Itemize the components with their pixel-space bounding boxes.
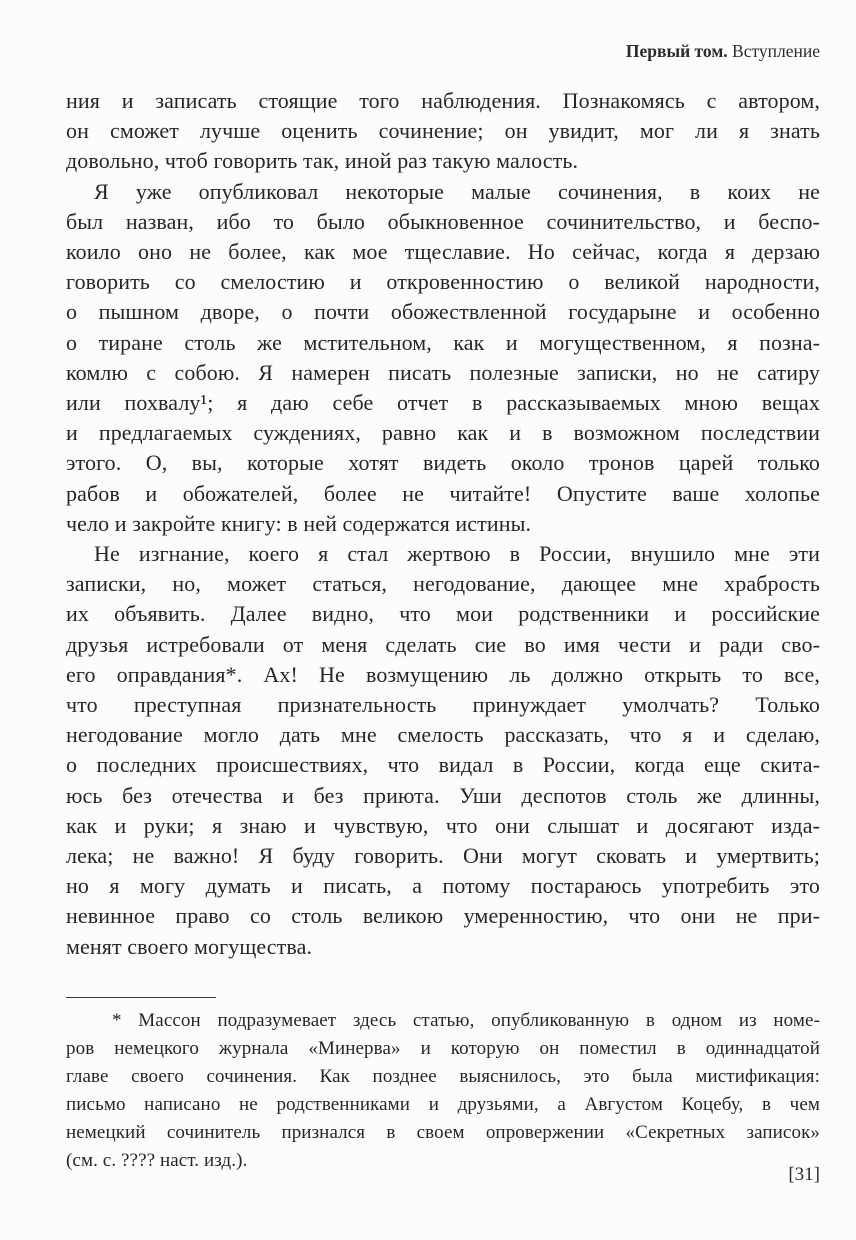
running-head-section: Вступление <box>727 41 820 61</box>
body-line: этого. О, вы, которые хотят видеть около тронов царей только <box>66 450 820 476</box>
body-line: о последних происшествиях, что видал в России, когда еще скита- <box>66 752 820 778</box>
body-line: комлю с собою. Я намерен писать полезные записки, но не сатиру <box>66 359 820 385</box>
body-line: лека; не важно! Я буду говорить. Они могут сковать и умертвить; <box>66 843 820 869</box>
body-line: негодование могло дать мне смелость рассказать, что я и сделаю, <box>66 722 820 748</box>
body-line: Не изгнание, коего я стал жертвою в России, внушило мне эти <box>94 541 820 567</box>
body-line: ния и записать стоящие того наблюдения. Познакомясь с автором, <box>66 88 820 113</box>
body-line: довольно, чтоб говорить так, иной раз такую малость. <box>66 148 579 174</box>
body-line: что преступная признательность принуждает умолчать? Только <box>66 692 820 718</box>
body-line: невинное право со столь великою умеренностию, что они не при- <box>66 903 820 929</box>
body-line: его оправдания*. Ах! Не возмущению ль должно открыть то все, <box>66 661 820 687</box>
footnote-line: немецкий сочинитель признался в своем опровержении «Секретных записок» <box>66 1121 820 1143</box>
running-head <box>66 40 820 62</box>
body-line: друзья истребовали от меня сделать сие во имя чести и ради сво- <box>66 631 820 657</box>
body-line: он сможет лучше оценить сочинение; он увидит, мог ли я знать <box>66 118 820 144</box>
body-line: о пышном дворе, о почти обожествленной государыне и особенно <box>66 299 820 325</box>
body-line: был назван, ибо то было обыкновенное сочинительство, и беспо- <box>66 208 820 234</box>
running-head-volume: Первый том. <box>625 41 728 61</box>
body-line: о тиране столь же мстительном, как и могущественном, я позна- <box>66 329 820 355</box>
body-line: и предлагаемых суждениях, равно как и в возможном последствии <box>66 420 820 446</box>
body-line: юсь без отечества и без приюта. Уши деспотов столь же длинны, <box>66 782 820 808</box>
footnote-separator-rule <box>66 997 216 998</box>
footnote-line: ров немецкого журнала «Минерва» и которую он поместил в одиннадцатой <box>66 1037 820 1059</box>
body-line: Я уже опубликовал некоторые малые сочинения, в коих не <box>94 178 820 204</box>
footnote-line: (см. с. ???? наст. изд.). <box>66 1149 248 1171</box>
footnote-line: письмо написано не родственниками и друзьями, а Августом Коцебу, в чем <box>66 1093 820 1115</box>
body-line: коило оно не более, как мое тщеславие. Но сейчас, когда я дерзаю <box>66 239 820 265</box>
body-line: менят своего могущества. <box>66 933 313 959</box>
body-line: говорить со смелостию и откровенностию о великой народности, <box>66 269 820 295</box>
body-line: чело и закройте книгу: в ней содержатся истины. <box>66 510 532 536</box>
footnote-line: * Массон подразумевает здесь статью, опубликованную в одном из номе- <box>112 1009 820 1031</box>
body-line: но я могу думать и писать, а потому постараюсь употребить это <box>66 873 820 899</box>
body-text <box>66 86 820 962</box>
body-line: записки, но, может статься, негодование, дающее мне храбрость <box>66 571 820 597</box>
footnote <box>66 1007 820 1175</box>
body-line: их объявить. Далее видно, что мои родственники и российские <box>66 601 820 627</box>
body-line: как и руки; я знаю и чувствую, что они слышат и досягают изда- <box>66 812 820 838</box>
footnote-line: главе своего сочинения. Как позднее выяснилось, это была мистификация: <box>66 1065 820 1087</box>
body-line: или похвалу¹; я даю себе отчет в рассказываемых мною вещах <box>66 390 820 416</box>
page-number: [31] <box>788 1164 820 1185</box>
body-line: рабов и обожателей, более не читайте! Опустите ваше холопье <box>66 480 820 506</box>
